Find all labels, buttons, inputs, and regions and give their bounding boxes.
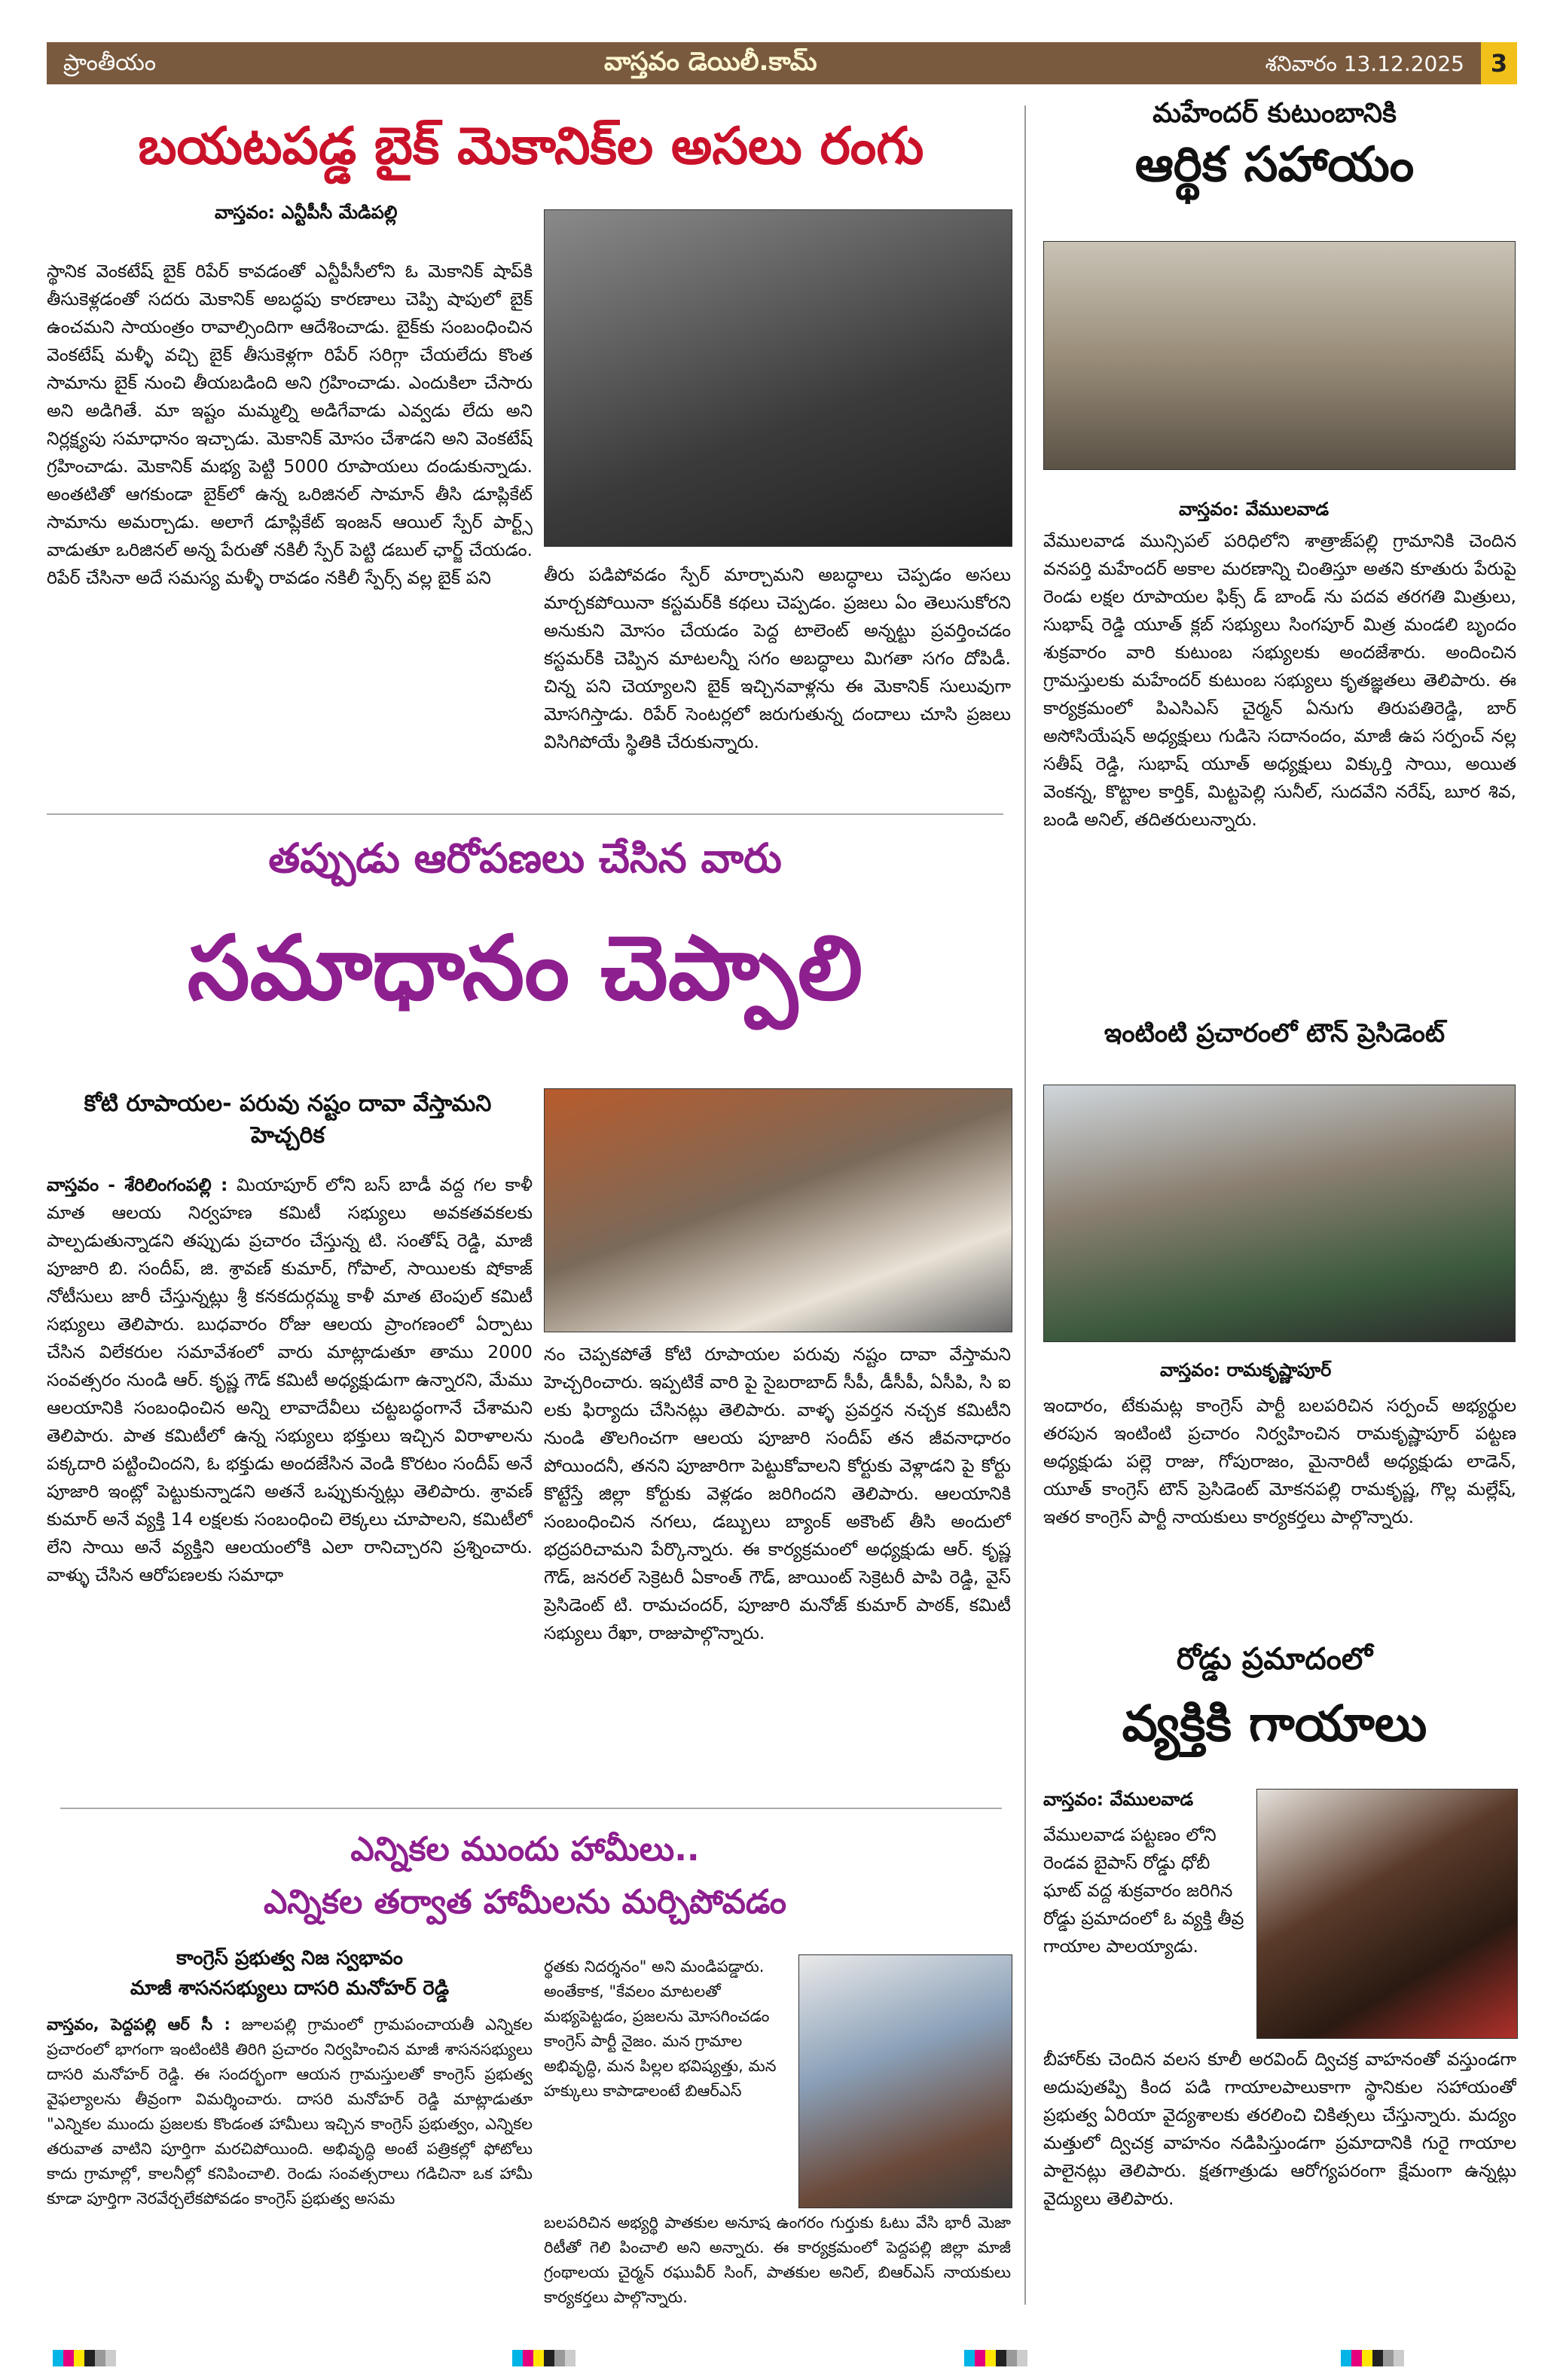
story5-kicker: రోడ్డు ప్రమాదంలో (1176, 1642, 1373, 1677)
story5-text-wide: బీహార్‌కు చెందిన వలస కూలీ అరవింద్ ద్విచక్ర వాహనంతో వస్తుండగా అదుపుతప్పి కింద పడి గాయాలపాలుకాగా స్థానికుల సహాయంతో ప్రభుత్వ ఏరియా వైద్యశాలకు తరలించి చికిత్సలు చేస్తున్నారు. మద్యం మత్తులో ద్విచక్ర వాహనం నడిపిస్తుండగా ప్రమాదానికి గురై గాయాల పాలైనట్లు తెలిపారు. క్షతగాత్రుడు ఆరోగ్యపరంగా క్షేమంగా ఉన్నట్లు వైద్యులు తెలిపారు. (1043, 2049, 1516, 2209)
column-divider (1024, 105, 1026, 2305)
story1-col2: తీరు పడిపోవడం స్పేర్ మార్చామని అబద్ధాలు చెప్పడం అసలు మార్చకపోయినా కస్టమర్‌కి కథలు చెప్పడం. ప్రజలు ఏం తెలుసుకోరని అనుకుని మోసం చేయడం పెద్ద టాలెంట్ అన్నట్టు ప్రవర్తించడం కస్టమర్‌కి చెప్పిన మాటలన్నీ సగం అబద్ధాలు మిగతా సగం దోపిడీ. చిన్న పని చెయ్యాలని బైక్ ఇచ్చినవాళ్లను ఈ మెకానిక్ సులువుగా మోసగిస్తాడు. రిపేర్ సెంటర్లలో జరుగుతున్న దందాలు చూసి ప్రజలు విసిగిపోయే స్థితికి చేరుకున్నారు. (544, 564, 1011, 752)
story1-photo (544, 209, 1012, 547)
section-divider-2 (60, 1808, 1002, 1809)
story3-subhead: కోటి రూపాయల- పరువు నష్టం దావా వేస్తామని హెచ్చరిక (84, 1091, 492, 1149)
story6-headline2: ఎన్నికల తర్వాత హామీలను మర్చిపోవడం (263, 1883, 787, 1921)
section-divider (47, 813, 1003, 815)
story6-col1-text: జూలపల్లి గ్రామంలో గ్రామపంచాయతీ ఎన్నికల ప్రచారంలో భాగంగా ఇంటింటికి తిరిగి ప్రచారం నిర్వహించిన మాజీ శాసనసభ్యులు దాసరి మనోహర్ రెడ్డి. ఈ సందర్భంగా ఆయన గ్రామస్తులతో కాంగ్రెస్ ప్రభుత్వ వైఫల్యాలను తీవ్రంగా విమర్శించారు. దాసరి మనోహర్ రెడ్డి మాట్లాడుతూ "ఎన్నికల ముందు ప్రజలకు కొండంత హామీలు ఇచ్చిన కాంగ్రెస్ ప్రభుత్వం, ఎన్నికల తరువాత వాటిని పూర్తిగా మరచిపోయింది. అభివృద్ధి అంటే పత్రికల్లో ఫోటోలు కాదు గ్రామాల్లో, కాలనీల్లో కనిపించాలి. రెండు సంవత్సరాలు గడిచినా ఒక హామీ కూడా పూర్తిగా నెరవేర్చలేకపోవడం కాంగ్రెస్ ప్రభుత్వ అసమ (47, 2015, 533, 2208)
color-registration-bar (1341, 2350, 1404, 2369)
story4-dateline: వాస్తవం: రామకృష్ణాపూర్ (1160, 1359, 1332, 1381)
story6-sub1: కాంగ్రెస్ ప్రభుత్వ నిజ స్వభావం (176, 1947, 403, 1970)
story5-text-narrow: వేములవాడ పట్టణం లోని రెండవ బైపాస్ రోడ్డు ధోబీ ఘాట్ వద్ద శుక్రవారం జరిగిన రోడ్డు ప్రమాదంలో ఓ వ్యక్తి తీవ్ర గాయాల పాలయ్యాడు. (1043, 1824, 1244, 1957)
story6-bottom: బలపరిచిన అభ్యర్థి పాతకుల అనూష ఉంగరం గుర్తుకు ఓటు వేసి భారీ మెజా రిటీతో గెలి పించాలి అని అన్నారు. ఈ కార్యక్రమంలో పెద్దపల్లి జిల్లా మాజీ గ్రంథాలయ చైర్మన్ రఘువీర్ సింగ్, పాతకుల అనిల్, బిఆర్ఎస్ నాయకులు కార్యకర్తలు పాల్గొన్నారు. (544, 2214, 1011, 2306)
story6-headline1: ఎన్నికల ముందు హామీలు.. (350, 1830, 700, 1869)
color-registration-bar (964, 2350, 1027, 2369)
page-header (47, 42, 1517, 84)
story6-sub2: మాజీ శాసనసభ్యులు దాసరి మనోహర్ రెడ్డి (130, 1977, 450, 2000)
story1-headline: బయటపడ్డ బైక్ మెకానిక్‌ల అసలు రంగు (138, 117, 924, 176)
story2-text: వేములవాడ మున్సిపల్ పరిధిలోని శాత్రాజ్‌పల్లి గ్రామానికి చెందిన వనపర్తి మహేందర్ అకాల మరణాన్ని చింతిస్తూ అతని కూతురు పేరుపై రెండు లక్షల రూపాయల ఫిక్స్ డ్ బాండ్ ను పదవ తరగతి మిత్రులు, సుభాష్ రెడ్డి యూత్ క్లబ్ సభ్యులు సింగపూర్ మిత్ర మండలి బృందం శుక్రవారం వారి కుటుంబ సభ్యులకు అందజేశారు. అందించిన గ్రామస్తులకు మహేందర్ కుటుంబ సభ్యులు కృతజ్ఞతలు తెలిపారు. ఈ కార్యక్రమంలో పిఎసిఎస్ చైర్మన్ ఏనుగు తిరుపతిరెడ్డి, బార్ అసోసియేషన్ అధ్యక్షులు గుడిసె సదానందం, మాజీ ఉప సర్పంచ్ నల్ల సతీష్ రెడ్డి, సుభాష్ యూత్ అధ్యక్షులు విక్కుర్తి సాయి, అయిత వెంకన్న, కొట్టాల కార్తిక్, మిట్టపెల్లి సునీల్, సుదవేని నరేష్, బూర శివ, బండి అనిల్, తదితరులున్నారు. (1043, 530, 1516, 830)
story1-col1: స్థానిక వెంకటేష్ బైక్ రిపేర్ కావడంతో ఎన్టీపీసీలోని ఓ మెకానిక్ షాప్‌కి తీసుకెళ్లడంతో సదరు మెకానిక్ అబద్ధపు కారణాలు చెప్పి షాపులో బైక్ ఉంచమని సాయంత్రం రావాల్సిందిగా ఆదేశించాడు. బైక్‌కు సంబంధించిన వెంకటేష్ మళ్ళీ వచ్చి బైక్ తీసుకెళ్లగా రిపేర్ సరిగ్గా చేయలేదు కొంత సామాను బైక్ నుంచి తీయబడింది అని గ్రహించాడు. ఎందుకిలా చేసారు అని అడిగితే. మా ఇష్టం మమ్మల్ని అడిగేవాడు ఎవ్వడు లేదు అని నిర్లక్ష్యపు సమాధానం ఇచ్చాడు. మెకానిక్ మోసం చేశాడని అని వెంకటేష్ గ్రహించాడు. మెకానిక్ మభ్య పెట్టి 5000 రూపాయలు దండుకున్నాడు. అంతటితో ఆగకుండా బైక్‌లో ఉన్న ఒరిజినల్ సామాన్ తీసి డూప్లికేట్ సామాను అమర్చాడు. అలాగే డూప్లికేట్ ఇంజన్ ఆయిల్ స్పేర్ పార్ట్స్ వాడుతూ ఒరిజినల్ అన్న పేరుతో నకిలీ స్పేర్ పెట్టి డబుల్ ఛార్జ్ చేయడం. రిపేర్ చేసినా అదే సమస్య మళ్ళీ రావడం నకిలీ స్పేర్స్ వల్ల బైక్ పని (47, 261, 533, 588)
story3-photo (544, 1088, 1012, 1332)
story6-col1 (47, 2012, 533, 2314)
issue-date: శనివారం 13.12.2025 (1265, 51, 1464, 76)
story2-dateline: వాస్తవం: వేములవాడ (1179, 499, 1330, 520)
story3-kicker: తప్పుడు ఆరోపణలు చేసిన వారు (268, 835, 782, 882)
page-number: 3 (1481, 42, 1517, 84)
story4-photo (1043, 1085, 1516, 1342)
story3-col2: నం చెప్పకపోతే కోటి రూపాయల పరువు నష్టం దావా వేస్తామని హెచ్చరించారు. ఇప్పటికే వారి పై సైబరాబాద్ సీపీ, డీసీపీ, ఏసీపి, సి ఐ లకు ఫిర్యాదు చేసినట్లు తెలిపారు. వాళ్ళ ప్రవర్తన నచ్చక కమిటీని నుండి తొలగించగా ఆలయ పూజారి సందీప్ తన జీవనాధారం పోయిందనీ, తనని పూజారిగా పెట్టుకోవాలని కోర్టుకు వెళ్లాడని పై కోర్టు కొట్టేస్తే జిల్లా కోర్టుకు వెళ్లడం జరిగిందని తెలిపారు. ఆలయానికి సంబంధించిన నగలు, డబ్బులు బ్యాంక్ అకౌంట్ తీసి అందులో భద్రపరిచామని పేర్కొన్నారు. ఈ కార్యక్రమంలో అధ్యక్షుడు ఆర్. కృష్ణ గౌడ్, జనరల్ సెక్రెటరీ ఏకాంత్ గౌడ్, జాయింట్ సెక్రెటరీ పాపి రెడ్డి, వైస్ ప్రెసిడెంట్ టి. రామచందర్, పూజారి మనోజ్ కుమార్ పాఠక్, కమిటీ సభ్యులు రేఖా, రాజుపాల్గొన్నారు. (544, 1344, 1011, 1643)
story3-col1-text: మియాపూర్ లోని బస్ బాడీ వద్ద గల కాళీ మాత ఆలయ నిర్వహణ కమిటీ సభ్యులు అవకతవకలకు పాల్పడుతున్నాడని తప్పుడు ప్రచారం చేస్తున్న టి. సంతోష్ రెడ్డి, మాజీ పూజారి బి. సందీప్, జి. శ్రావణ్ కుమార్, గోపాల్, సాయిలకు షోకాజ్ నోటీసులు జారీ చేస్తున్నట్లు శ్రీ కనకదుర్గమ్మ కాళీ మాత టెంపుల్ కమిటీ సభ్యులు తెలిపారు. బుధవారం రోజు ఆలయ ప్రాంగణంలో ఏర్పాటు చేసిన విలేకరుల సమావేశంలో వారు మాట్లాడుతూ తాము 2000 సంవత్సరం నుండి ఆర్. కృష్ణ గౌడ్ కమిటీ అధ్యక్షుడుగా ఉన్నారని, మేము ఆలయానికి సంబంధించిన అన్ని లావాదేవీలు చట్టబద్ధంగానే చేశామని తెలిపారు. పాత కమిటీలో ఉన్న సభ్యులు భక్తులు ఇచ్చిన విరాళాలను పక్కదారి పట్టించిందని, ఓ భక్తుడు అందజేసిన వెండి కొరటం సందీప్ అనే పూజారి ఇంట్లో పెట్టుకున్నాడని అతనే ఒప్పుకున్నట్లు తెలిపారు. శ్రావణ్ కుమార్ అనే వ్యక్తి 14 లక్షలకు సంబంధించి లెక్కలు చూపాలని, కమిటీలో లేని సాయి అనే వ్యక్తిని ఆలయంలోకి ఎలా రానిచ్చారని ప్రశ్నించారు. వాళ్ళు చేసిన ఆరోపణలకు సమాధా (47, 1174, 533, 1585)
story2-headline: ఆర్థిక సహాయం (1134, 137, 1415, 193)
story5-photo (1256, 1789, 1518, 2039)
story4-headline: ఇంటింటి ప్రచారంలో టౌన్ ప్రెసిడెంట్ (1104, 1018, 1446, 1048)
story2-photo (1043, 241, 1516, 470)
story6-photo (798, 1954, 1012, 2208)
masthead: వాస్తవం డెయిలీ.కామ్ (604, 47, 817, 77)
story6-dateline: వాస్తవం, పెద్దపల్లి ఆర్ సీ : (47, 2015, 230, 2034)
story6-col2: ర్థతకు నిదర్శనం" అని మండిపడ్డారు. అంతేకాక, "కేవలం మాటలతో మభ్యపెట్టడం, ప్రజలను మోసగించడం కాంగ్రెస్ పార్టీ నైజం. మన గ్రామాల అభివృద్ధి, మన పిల్లల భవిష్యత్తు, మన హక్కులు కాపాడాలంటే బిఆర్ఎస్ (544, 1957, 777, 2100)
color-registration-bar (53, 2350, 116, 2369)
story2-kicker: మహేందర్ కుటుంబానికి (1152, 98, 1397, 129)
color-registration-bar (512, 2350, 575, 2369)
story3-headline: సమాధానం చెప్పాలి (187, 916, 863, 1020)
story1-dateline: వాస్తవం: ఎన్టీపీసీ మేడిపల్లి (215, 202, 398, 223)
story5-dateline: వాస్తవం: వేములవాడ (1043, 1789, 1194, 1810)
story5-headline: వ్యక్తికి గాయాలు (1122, 1695, 1427, 1753)
story3-col1 (47, 1171, 533, 1780)
story4-text: ఇందారం, టేకుమట్ల కాంగ్రెస్ పార్టీ బలపరిచిన సర్పంచ్ అభ్యర్థుల తరపున ఇంటింటి ప్రచారం నిర్వహించిన రామకృష్ణాపూర్ పట్టణ అధ్యక్షుడు పల్లె రాజు, గోపురాజం, మైనారిటీ అధ్యక్షుడు లాడెన్, యూత్ కాంగ్రెస్ టౌన్ ప్రెసిడెంట్ మోకనపల్లి రామకృష్ణ, గొల్ల మల్లేష్, ఇతర కాంగ్రెస్ పార్టీ నాయకులు కార్యకర్తలు పాల్గొన్నారు. (1043, 1395, 1516, 1527)
section-label: ప్రాంతీయం (63, 50, 157, 76)
story3-dateline: వాస్తవం - శేరిలింగంపల్లి : (47, 1174, 228, 1195)
